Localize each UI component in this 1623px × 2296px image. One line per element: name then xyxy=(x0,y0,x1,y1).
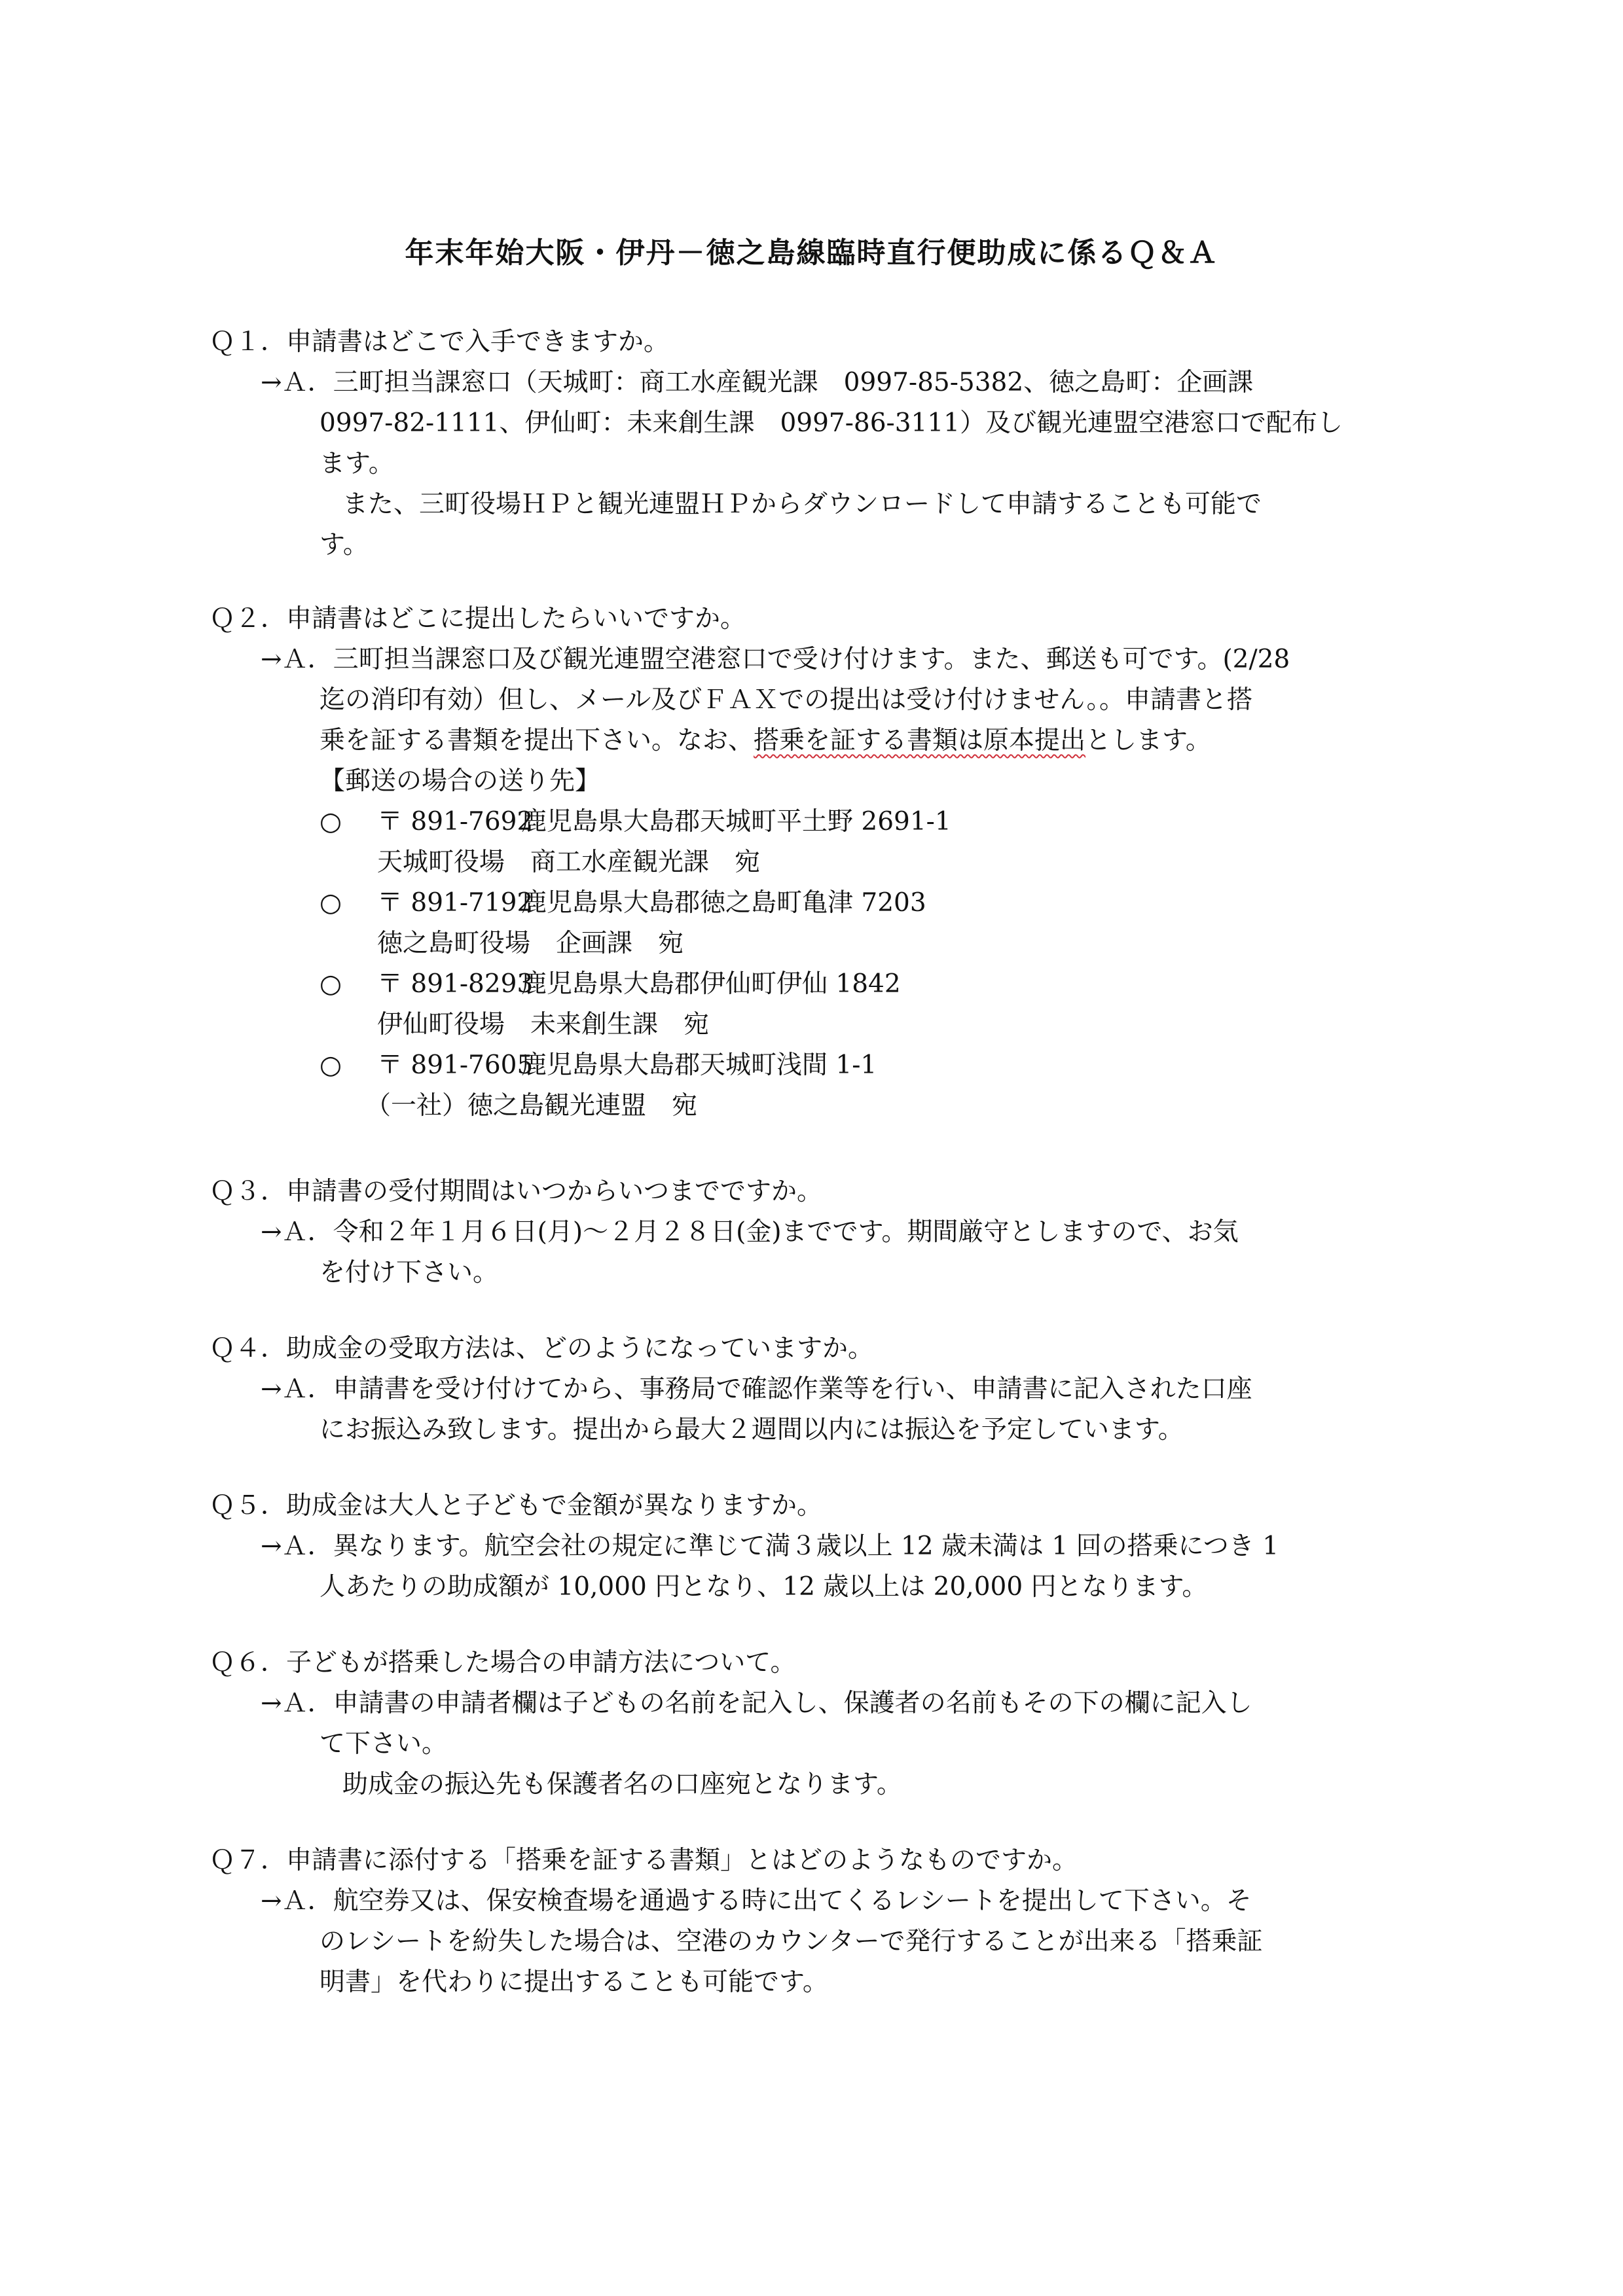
address-3-recipient: 伊仙町役場 未来創生課 宛 xyxy=(377,1010,710,1039)
answer-5-line-2: 人あたりの助成額が 10,000 円となり、12 歳以上は 20,000 円となります。 xyxy=(319,1572,1208,1602)
answer-6 xyxy=(261,1683,1439,1805)
answer-1-line-4: また、三町役場ＨＰと観光連盟ＨＰからダウンロードして申請することも可能で xyxy=(342,490,1262,519)
answer-1-line-5: す。 xyxy=(319,530,369,560)
answer-3 xyxy=(261,1212,1439,1293)
answer-5 xyxy=(261,1526,1439,1607)
address-3-mark: ○ xyxy=(319,969,342,999)
answer-6-line-1: →Ａ．申請書の申請者欄は子どもの名前を記入し、保護者の名前もその下の欄に記入し xyxy=(261,1689,1252,1718)
answer-7-line-3: 明書」を代わりに提出することも可能です。 xyxy=(319,1967,828,1997)
answer-4 xyxy=(261,1369,1439,1450)
question-3: Ｑ３．申請書の受付期間はいつからいつまでですか。 xyxy=(210,1177,823,1206)
answer-2-line-2: 迄の消印有効）但し、メール及びＦＡＸでの提出は受け付けません。。申請書と搭 xyxy=(319,685,1253,715)
answer-7 xyxy=(261,1881,1439,2003)
answer-1-line-2: 0997-82-1111、伊仙町：未来創生課 0997-86-3111）及び観光連盟空港窓口で配布し xyxy=(319,408,1343,438)
answer-2-line-3-text: 乗を証する書類を提出下さい。なお、 xyxy=(319,726,754,755)
address-2 xyxy=(261,883,1439,924)
question-7: Ｑ７．申請書に添付する「搭乗を証する書類」とはどのようなものですか。 xyxy=(210,1846,1078,1875)
address-3-text: 鹿児島県大島郡伊仙町伊仙 1842 xyxy=(521,969,901,999)
answer-2-line-1: →Ａ．三町担当課窓口及び観光連盟空港窓口で受け付けます。また、郵送も可です。(2/28 xyxy=(261,645,1290,674)
address-1-mark: ○ xyxy=(319,807,342,836)
question-6: Ｑ６．子どもが搭乗した場合の申請方法について。 xyxy=(210,1648,796,1677)
address-1-zip: 〒 891-7692 xyxy=(377,807,534,836)
answer-1 xyxy=(261,363,1439,565)
address-4-recipient: （一社）徳之島観光連盟 宛 xyxy=(365,1091,698,1121)
answer-3-line-1: →Ａ．令和２年１月６日(月)～２月２８日(金)までです。期間厳守としますので、お気 xyxy=(261,1217,1239,1247)
address-4 xyxy=(261,1045,1439,1086)
answer-6-line-3: 助成金の振込先も保護者名の口座宛となります。 xyxy=(342,1770,902,1799)
answer-1-line-1: →Ａ．三町担当課窓口（天城町：商工水産観光課 0997-85-5382、徳之島町：企画課 xyxy=(261,368,1254,397)
address-2-recipient: 徳之島町役場 企画課 宛 xyxy=(377,929,684,958)
answer-2-line-3 xyxy=(261,721,1439,761)
original-document-note: 搭乗を証する書類は原本提出 xyxy=(754,726,1086,755)
answer-4-line-2: にお振込み致します。提出から最大２週間以内には振込を予定しています。 xyxy=(319,1415,1184,1444)
address-3 xyxy=(261,964,1439,1005)
answer-2-line-3-tail: とします。 xyxy=(1085,726,1211,755)
answer-4-line-1: →Ａ．申請書を受け付けてから、事務局で確認作業等を行い、申請書に記入された口座 xyxy=(261,1374,1252,1404)
address-4-zip: 〒 891-7605 xyxy=(377,1050,534,1080)
address-2-text: 鹿児島県大島郡徳之島町亀津 7203 xyxy=(521,888,926,918)
address-3-zip: 〒 891-8293 xyxy=(377,969,534,999)
question-1: Ｑ１．申請書はどこで入手できますか。 xyxy=(210,327,670,357)
answer-7-line-2: のレシートを紛失した場合は、空港のカウンターで発行することが出来る「搭乗証 xyxy=(319,1927,1263,1956)
answer-6-line-2: て下さい。 xyxy=(319,1729,448,1759)
mail-heading: 【郵送の場合の送り先】 xyxy=(319,766,601,796)
question-2: Ｑ２．申請書はどこに提出したらいいですか。 xyxy=(210,604,746,634)
answer-7-line-1: →Ａ．航空券又は、保安検査場を通過する時に出てくるレシートを提出して下さい。そ xyxy=(261,1886,1252,1916)
address-1-text: 鹿児島県大島郡天城町平土野 2691-1 xyxy=(521,807,951,836)
address-4-mark: ○ xyxy=(319,1050,342,1080)
address-1-recipient: 天城町役場 商工水産観光課 宛 xyxy=(377,848,761,877)
address-4-text: 鹿児島県大島郡天城町浅間 1-1 xyxy=(521,1050,877,1080)
question-5: Ｑ５．助成金は大人と子どもで金額が異なりますか。 xyxy=(210,1491,823,1520)
answer-3-line-2: を付け下さい。 xyxy=(319,1258,499,1287)
question-4: Ｑ４．助成金の受取方法は、どのようになっていますか。 xyxy=(210,1334,874,1363)
answer-5-line-1: →Ａ．異なります。航空会社の規定に準じて満３歳以上 12 歳未満は 1 回の搭乗につき 1 xyxy=(261,1532,1279,1561)
document-title: 年末年始大阪・伊丹－徳之島線臨時直行便助成に係るＱ＆Ａ xyxy=(405,236,1218,270)
answer-2 xyxy=(261,639,1439,1126)
address-2-mark: ○ xyxy=(319,888,342,918)
answer-1-line-3: ます。 xyxy=(319,449,394,478)
address-2-zip: 〒 891-7192 xyxy=(377,888,534,918)
address-1 xyxy=(261,802,1439,842)
